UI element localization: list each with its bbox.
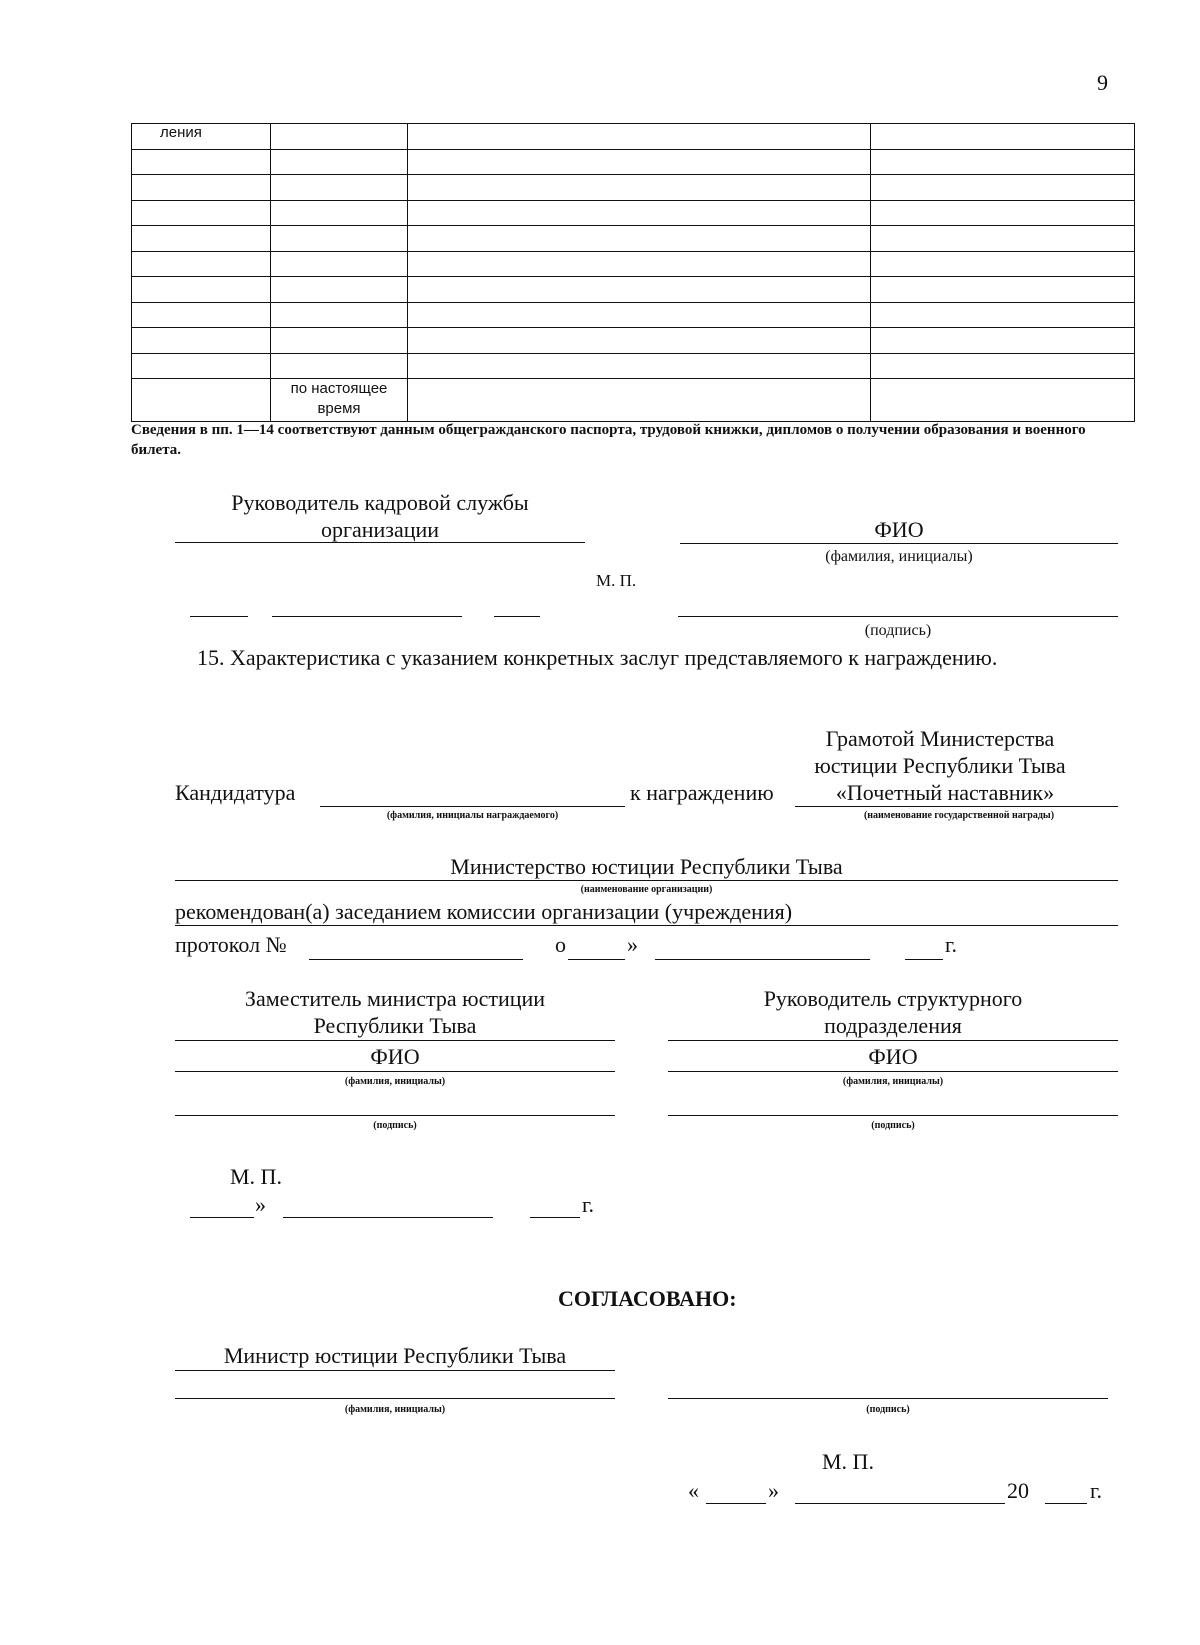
sig-quote-close: »: [255, 1192, 266, 1217]
table-cell: [408, 175, 871, 201]
deputy-fio: ФИО: [370, 1044, 420, 1069]
table-cell: [132, 277, 271, 303]
approved-day-line: [706, 1503, 766, 1504]
org-caption: (наименование организации): [580, 884, 713, 895]
table-cell: [871, 328, 1135, 354]
protocol-of: о: [555, 932, 566, 957]
date-year-line: [494, 616, 540, 617]
employment-table: [131, 123, 1135, 422]
hr-signature-line: [678, 616, 1118, 617]
protocol-day-line: [568, 959, 625, 960]
approved-year-suffix: г.: [1090, 1478, 1103, 1503]
table-cell: [132, 200, 271, 226]
table-cell: [871, 175, 1135, 201]
table-cell: [271, 353, 408, 379]
table-cell: [871, 124, 1135, 150]
table-row: [132, 149, 1135, 175]
deputy-title-line: [175, 1040, 615, 1041]
table-cell: [132, 328, 271, 354]
table-cell: [871, 226, 1135, 252]
head-title-line2: подразделения: [824, 1013, 962, 1038]
table-cell: [271, 226, 408, 252]
hr-title-line2: организации: [320, 517, 440, 542]
hr-signature-caption: (подпись): [864, 622, 932, 639]
table-row: [132, 379, 1135, 422]
item-15: 15. Характеристика с указанием конкретных заслуг представляемого к награждению.: [197, 645, 998, 670]
sig-month-line: [283, 1217, 493, 1218]
table-cell: [871, 200, 1135, 226]
protocol-quote-close: »: [627, 932, 638, 957]
award-caption: (наименование государственной награды): [863, 810, 1055, 821]
deputy-fio-caption: (фамилия, инициалы): [344, 1076, 446, 1087]
table-cell: [871, 277, 1135, 303]
table-cell: [271, 124, 408, 150]
table-row: [132, 124, 1135, 150]
table-cell: [408, 200, 871, 226]
page-number: 9: [1097, 70, 1108, 95]
hr-stamp: М. П.: [596, 571, 637, 590]
protocol-month-line: [655, 959, 870, 960]
approved-year-line: [1045, 1503, 1087, 1504]
minister-fio-line: [175, 1398, 615, 1399]
org-name-line: [175, 880, 1118, 881]
award-name-line: [795, 806, 1118, 807]
head-signature-caption: (подпись): [871, 1120, 915, 1131]
table-cell: [408, 149, 871, 175]
hr-fio: ФИО: [874, 517, 924, 542]
minister-fio-caption: (фамилия, инициалы): [344, 1404, 446, 1415]
present-time-text: по настоящее время: [290, 380, 388, 417]
approved-quote-close: »: [768, 1478, 779, 1503]
sig-day-line: [190, 1217, 254, 1218]
table-cell: [271, 328, 408, 354]
table-row: [132, 226, 1135, 252]
award-line3: «Почетный наставник»: [835, 780, 1055, 805]
table-cell: [271, 251, 408, 277]
table-row: [132, 175, 1135, 201]
table-cell: [408, 379, 871, 422]
table-cell: [408, 328, 871, 354]
protocol-year-suffix: г.: [945, 932, 958, 957]
table-cell: [271, 175, 408, 201]
table-row: [132, 353, 1135, 379]
protocol-label: протокол №: [175, 932, 287, 957]
approved-stamp: М. П.: [822, 1449, 874, 1474]
table-cell: [871, 251, 1135, 277]
table-cell: [132, 379, 271, 422]
table-cell: [408, 302, 871, 328]
head-fio-line: [668, 1071, 1118, 1072]
date-day-line: [190, 616, 248, 617]
table-cell: [408, 226, 871, 252]
award-line1: Грамотой Министерства: [825, 726, 1055, 751]
table-cell: [271, 200, 408, 226]
table-row: [132, 200, 1135, 226]
table-cell: [271, 302, 408, 328]
table-cell: [408, 251, 871, 277]
table-cell: [132, 175, 271, 201]
table-cell: [132, 302, 271, 328]
table-cell: [132, 251, 271, 277]
hr-title-line1: Руководитель кадровой службы: [231, 490, 529, 515]
recommended-line: [175, 925, 1118, 926]
table-cell: [871, 379, 1135, 422]
table-cell: [271, 149, 408, 175]
table-cell: [871, 302, 1135, 328]
award-line2: юстиции Республики Тыва: [814, 753, 1066, 778]
protocol-year-line: [905, 959, 943, 960]
table-cell: ления: [132, 124, 271, 150]
head-title-line1: Руководитель структурного: [763, 986, 1023, 1011]
head-fio-caption: (фамилия, инициалы): [842, 1076, 944, 1087]
table-cell: [871, 353, 1135, 379]
deputy-signature-line: [175, 1115, 615, 1116]
table-cell: [132, 226, 271, 252]
table-row: [132, 251, 1135, 277]
table-row: [132, 277, 1135, 303]
table-cell: [408, 353, 871, 379]
hr-fio-line: [680, 543, 1118, 544]
to-award-label: к награждению: [630, 780, 774, 805]
org-name: Министерство юстиции Республики Тыва: [450, 854, 843, 879]
deputy-signature-caption: (подпись): [373, 1120, 417, 1131]
table-cell: [408, 277, 871, 303]
minister-title-line: [175, 1370, 615, 1371]
table-cell: [271, 379, 408, 422]
signatures-stamp: М. П.: [230, 1164, 282, 1189]
hr-title-line: [175, 542, 585, 543]
approved-century: 20: [1007, 1478, 1029, 1503]
minister-title: Министр юстиции Республики Тыва: [223, 1343, 567, 1368]
sig-year-suffix: г.: [582, 1192, 595, 1217]
table-row: [132, 302, 1135, 328]
sig-year-line: [530, 1217, 580, 1218]
head-signature-line: [668, 1115, 1118, 1116]
table-cell: [408, 124, 871, 150]
candidate-name-line: [320, 806, 625, 807]
minister-signature-caption: (подпись): [866, 1404, 910, 1415]
candidacy-label: Кандидатура: [175, 780, 296, 805]
date-month-line: [272, 616, 462, 617]
table-cell: [871, 149, 1135, 175]
deputy-title-line1: Заместитель министра юстиции: [244, 986, 546, 1011]
protocol-number-line: [309, 959, 523, 960]
table-row: [132, 328, 1135, 354]
deputy-title-line2: Республики Тыва: [313, 1013, 477, 1038]
recommended-text: рекомендован(а) заседанием комиссии организации (учреждения): [175, 899, 793, 924]
head-title-line: [668, 1040, 1118, 1041]
note-text: Сведения в пп. 1—14 соответствуют данным общегражданского паспорта, трудовой книжки, дипломов о получении образования и военного билета.: [131, 422, 1086, 458]
deputy-fio-line: [175, 1071, 615, 1072]
minister-signature-line: [668, 1398, 1108, 1399]
approved-heading: СОГЛАСОВАНО:: [558, 1286, 737, 1311]
table-cell: [132, 353, 271, 379]
hr-fio-caption: (фамилия, инициалы): [825, 548, 973, 565]
approved-quote-open: «: [688, 1478, 699, 1503]
head-fio: ФИО: [868, 1044, 918, 1069]
table-cell: [271, 277, 408, 303]
approved-month-line: [795, 1503, 1005, 1504]
table-cell: [132, 149, 271, 175]
candidate-caption: (фамилия, инициалы награждаемого): [386, 810, 559, 821]
